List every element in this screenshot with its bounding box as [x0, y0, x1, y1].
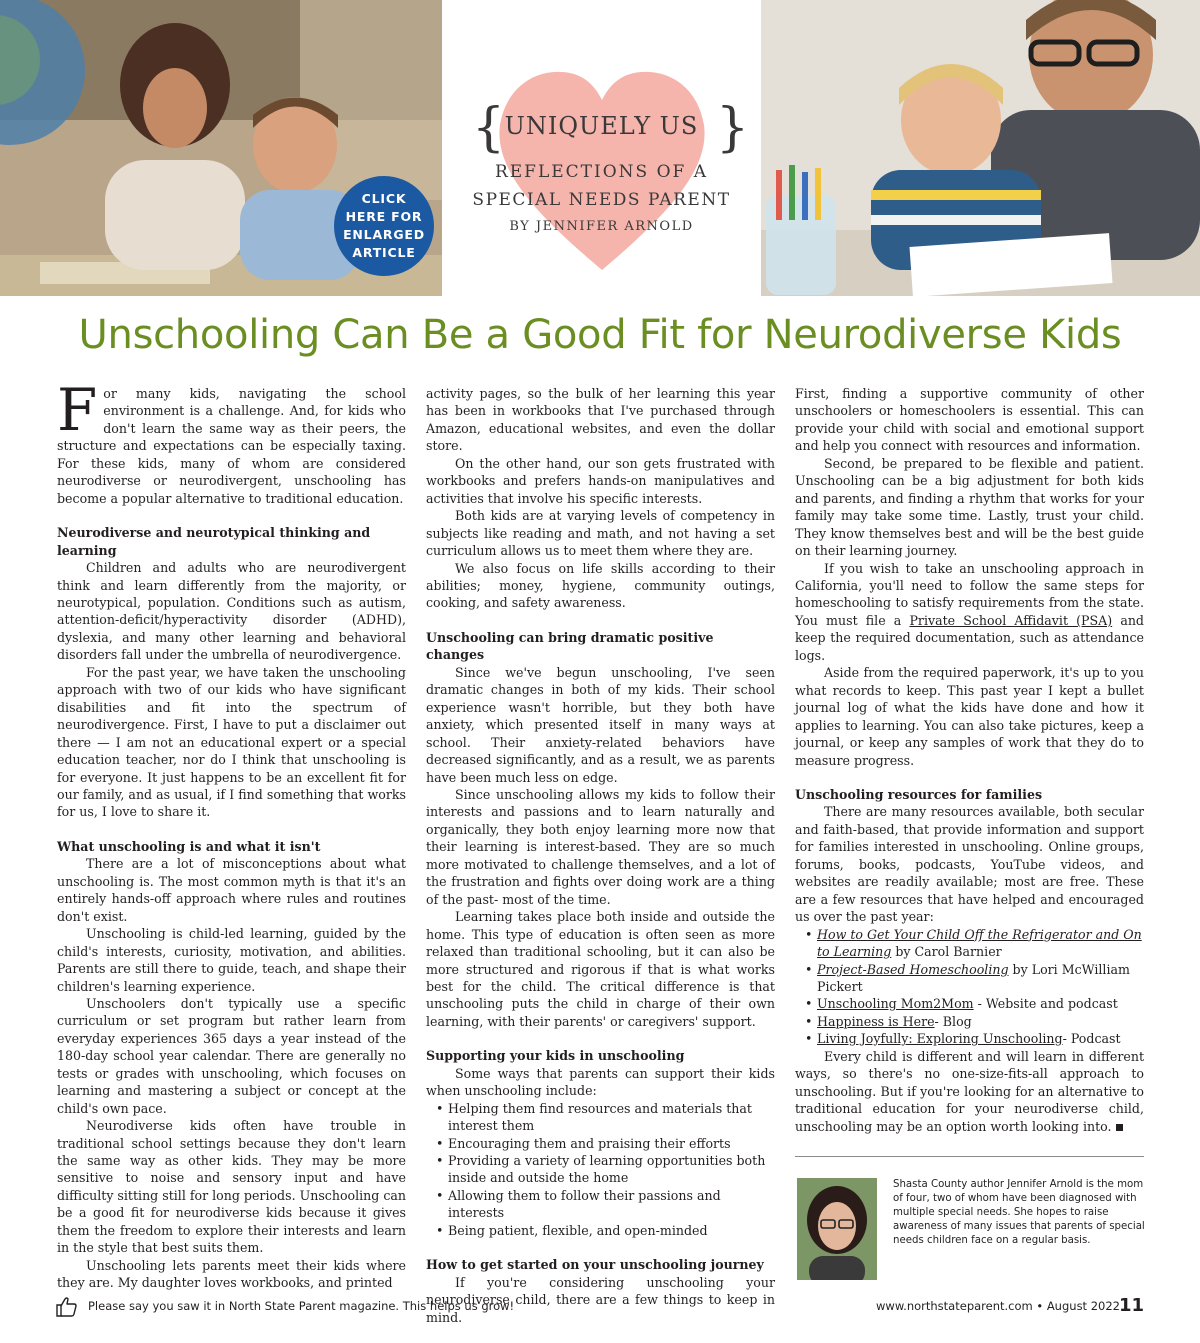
closing-paragraph: [795, 1048, 1144, 1135]
author-photo-illustration: [797, 1178, 877, 1280]
body-paragraph: On the other hand, our son gets frustrated with workbooks and prefers hands-on manipulatives and activities that involve his specific interests.: [426, 455, 775, 506]
column-masthead: [442, 0, 761, 296]
drop-cap: F: [57, 376, 98, 444]
body-paragraph: There are a lot of misconceptions about what unschooling is. The most common myth is that it's an entirely hands-off approach where rules and routines don't exist.: [57, 856, 406, 924]
photo-mother-and-son: [0, 0, 442, 296]
body-paragraph: activity pages, so the bulk of her learning this year has been in workbooks that I've purchased through Amazon, educational websites, and even the dollar store.: [426, 386, 775, 454]
body-paragraph: There are many resources available, both secular and faith-based, that provide information and support for families interested in unschooling. Online groups, forums, books, podcasts, YouTube videos, and websites are readily available; most are free. These are a few resources that have helped and encouraged us over the past year:: [795, 804, 1144, 925]
resource-detail: - Podcast: [1062, 1031, 1121, 1047]
list-item: • Being patient, flexible, and open-minded: [436, 1222, 775, 1239]
author-bio: Shasta County author Jennifer Arnold is the mom of four, two of whom have been diagnosed with multiple special needs. She hopes to raise awareness of many issues that parents of special needs children face on a regular basis.: [893, 1179, 1145, 1246]
column-byline: BY JENNIFER ARNOLD: [509, 219, 694, 234]
page-number: 11: [1118, 1295, 1144, 1316]
list-item: • Encouraging them and praising their efforts: [436, 1135, 775, 1152]
resource-link[interactable]: How to Get Your Child Off the Refrigerator and On to Learning: [817, 926, 1142, 960]
resources-list: [805, 926, 1144, 1048]
resource-detail: - Blog: [934, 1013, 972, 1029]
body-paragraph: Neurodiverse kids often have trouble in traditional school settings because they don't learn the same way as other kids. They may be more sensitive to noise and sensory input and have difficulty sitting still for long periods. Unschooling can be a good fit for neurodiverse kids because it gives them the freedom to explore their interests and learn in the style that best suits them.: [57, 1118, 407, 1256]
column-subtitle-1: REFLECTIONS OF A: [494, 162, 709, 182]
resource-detail: - Website and podcast: [973, 996, 1118, 1012]
photo-father-and-son-illustration: [761, 0, 1200, 296]
resource-detail: by Lori McWilliam Pickert: [817, 961, 1130, 994]
column-subtitle-2: SPECIAL NEEDS PARENT: [472, 190, 731, 210]
paragraph-text: If you wish to take an unschooling approach in California, you'll need to follow the same steps for homeschooling to satisfy requirements from the state. You must file a: [795, 560, 1144, 628]
closing-text: Every child is different and will learn in different ways, so there's no one-size-fits-all approach to unschooling. But if you're looking for an alternative to traditional education for your neurodiverse child, unschooling may be an option worth looking into.: [795, 1048, 1144, 1134]
list-item: • Helping them find resources and materials that interest them: [436, 1100, 775, 1135]
resource-item: [805, 995, 1144, 1012]
resource-link[interactable]: Project-Based Homeschooling: [817, 961, 1009, 977]
body-paragraph: Since we've begun unschooling, I've seen dramatic changes in both of my kids. Their school experience wasn't horrible, but they both have anxiety, which presented itself in many ways at school. Their anxiety-related behaviors have decreased significantly, and as a result, we as parents have been much less on edge.: [426, 664, 775, 785]
body-paragraph: Unschooling is child-led learning, guided by the child's interests, curiosity, motivation, and abilities. Parents are still there to guide, teach, and shape their children's learning experience.: [57, 926, 406, 994]
intro-text: or many kids, navigating the school environment is a challenge. And, for kids who don't learn the same way as their peers, the structure and expectations can be especially taxing. For these kids, many of whom are considered neurodiverse or neurodivergent, unschooling has become a popular alternative to traditional education.: [57, 386, 406, 506]
article-column-2: [426, 385, 775, 1326]
body-paragraph: Both kids are at varying levels of competency in subjects like reading and math, and not having a set curriculum allows us to meet them where they are.: [426, 508, 775, 559]
section-heading: How to get started on your unschooling journey: [426, 1257, 764, 1273]
body-paragraph: Second, be prepared to be flexible and patient. Unschooling can be a big adjustment for both kids and parents, and finding a rhythm that works for your family may take some time. Lastly, trust your child. They know themselves best and will be the best guide on their learning journey.: [795, 455, 1144, 559]
page-footer: [0, 1295, 1200, 1319]
footer-site-date: www.northstateparent.com • August 2022: [876, 1299, 1120, 1313]
badge-line-1: CLICK: [361, 191, 407, 206]
section-heading: Unschooling resources for families: [795, 786, 1043, 802]
article-headline: Unschooling Can Be a Good Fit for Neurodiverse Kids: [78, 312, 1122, 358]
section-heading: Neurodiverse and neurotypical thinking and learning: [57, 525, 371, 558]
author-photo: [797, 1178, 877, 1280]
resource-link[interactable]: Happiness is Here: [817, 1013, 935, 1029]
article-column-1: [57, 376, 407, 1292]
article-banner: [0, 0, 1200, 296]
resource-item: [805, 961, 1144, 996]
body-paragraph: For the past year, we have taken the unschooling approach with two of our kids who have significant disabilities and fit into the spectrum of neurodivergence. First, I have to put a disclaimer out there — I am not an educational expert or a special education teacher, nor do I think that unschooling is for everyone. It just happens to be an excellent fit for our family, and as usual, if I find something that works for us, I love to share it.: [57, 664, 406, 820]
resource-link[interactable]: Living Joyfully: Exploring Unschooling: [817, 1031, 1063, 1047]
brace-close: }: [716, 98, 750, 158]
body-paragraph: Some ways that parents can support their kids when unschooling include:: [426, 1065, 775, 1099]
badge-line-4: ARTICLE: [352, 245, 416, 260]
intro-paragraph: [57, 376, 406, 507]
end-mark-icon: [1116, 1124, 1123, 1131]
column-title: UNIQUELY US: [504, 112, 699, 140]
section-heading: What unschooling is and what it isn't: [57, 838, 321, 854]
thumbs-up-icon: [55, 1295, 79, 1319]
resource-item: [805, 926, 1144, 961]
body-paragraph: First, finding a supportive community of other unschoolers or homeschoolers is essential. This can provide your child with social and emotional support and help you connect with resources and information.: [795, 386, 1144, 454]
resource-detail: by Carol Barnier: [891, 944, 1002, 960]
body-paragraph: Learning takes place both inside and outside the home. This type of education is often seen as more relaxed than traditional schooling, but it can also be more structured and rigorous if that is what works best for the child. The critical difference is that unschooling puts the child in charge of their own learning, with their parents' or caregivers' support.: [426, 909, 775, 1029]
body-paragraph: Unschooling lets parents meet their kids where they are. My daughter loves workbooks, and printed: [57, 1257, 406, 1291]
body-paragraph: Children and adults who are neurodivergent think and learn differently from the majority, or neurotypical, population. Conditions such as autism, attention-deficit/hyperactivity disorder (ADHD), dyslexia, and many other learning and behavioral disorders fall under the umbrella of neurodivergence.: [57, 560, 406, 663]
body-paragraph: Since unschooling allows my kids to follow their interests and passions and to learn naturally and organically, they both enjoy learning more now that their learning is interest-based. They are so much more motivated to challenge themselves, and a lot of the frustration and fights over doing work are a thing of the past- most of the time.: [426, 786, 775, 907]
enlarge-article-button[interactable]: [334, 176, 434, 276]
psa-link[interactable]: Private School Affidavit (PSA): [909, 612, 1113, 628]
section-heading: Supporting your kids in unschooling: [426, 1048, 685, 1064]
support-list: [436, 1100, 775, 1240]
article-column-3: [795, 385, 1144, 1135]
body-paragraph: If you're considering unschooling your neurodiverse child, there are a few things to keep in mind.: [426, 1274, 775, 1325]
resource-item: [805, 1030, 1144, 1047]
paragraph-text: and keep the required documentation, such as attendance logs.: [795, 612, 1144, 663]
bio-divider: [795, 1156, 1144, 1157]
badge-line-2: HERE FOR: [345, 209, 423, 224]
footer-promo-text: Please say you saw it in North State Parent magazine. This helps us grow!: [88, 1299, 515, 1313]
body-paragraph: Aside from the required paperwork, it's up to you what records to keep. This past year I kept a bullet journal log of what the kids have done and how it applies to learning. You can also take pictures, keep a journal, or keep any samples of work that they do to measure progress.: [795, 665, 1144, 768]
list-item: • Providing a variety of learning opportunities both inside and outside the home: [436, 1152, 775, 1187]
resource-item: [805, 1013, 1144, 1030]
body-paragraph: [795, 560, 1144, 665]
section-heading: Unschooling can bring dramatic positive changes: [426, 629, 714, 663]
resource-link[interactable]: Unschooling Mom2Mom: [817, 996, 974, 1012]
photo-father-and-son: [761, 0, 1200, 296]
body-paragraph: We also focus on life skills according to their abilities; money, hygiene, community outings, cooking, and safety awareness.: [426, 560, 775, 611]
list-item: • Allowing them to follow their passions and interests: [436, 1187, 775, 1222]
body-paragraph: Unschoolers don't typically use a specific curriculum or set program but rather learn from everyday experiences 365 days a year instead of the 180-day school year calendar. There are generally no tests or grades with unschooling, which focuses on learning and mastering a subject or concept at the child's own pace.: [57, 995, 406, 1116]
brace-open: {: [472, 98, 506, 158]
badge-line-3: ENLARGED: [343, 227, 425, 242]
